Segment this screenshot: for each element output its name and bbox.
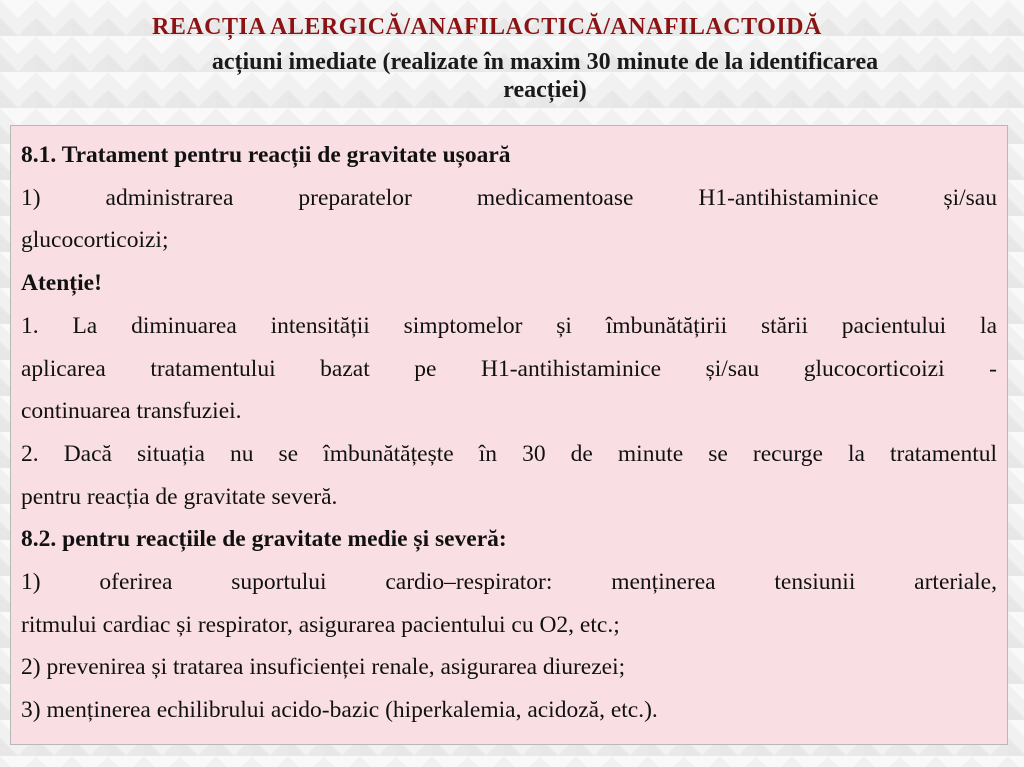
note-1-line-3: continuarea transfuziei. — [21, 398, 242, 425]
section-8-2-item-1-line-1: 1) oferirea suportului cardio–respirator: menținerea tensiunii arteriale, — [21, 569, 997, 596]
slide-subtitle-line-2: reacției) — [503, 77, 587, 103]
note-1-line-1: 1. La diminuarea intensității simptomelor și îmbunătățirii stării pacientului la — [21, 312, 997, 339]
section-8-2-item-1-line-2: ritmului cardiac și respirator, asigurarea pacientului cu O2, etc.; — [21, 611, 620, 638]
section-8-1-heading: 8.1. Tratament pentru reacții de gravitate ușoară — [21, 142, 511, 168]
section-8-2-item-2: 2) prevenirea și tratarea insuficienței renale, asigurarea diurezei; — [21, 654, 626, 681]
section-8-2-item-3: 3) menținerea echilibrului acido-bazic (hiperkalemia, acidoză, etc.). — [21, 697, 658, 724]
attention-label: Atenție! — [21, 270, 102, 297]
content-box — [10, 125, 1008, 745]
section-8-2-heading: 8.2. pentru reacțiile de gravitate medie și severă: — [21, 526, 507, 553]
section-8-1-item-1-line-2: glucocorticoizi; — [21, 227, 169, 254]
slide-subtitle-line-1: acțiuni imediate (realizate în maxim 30 minute de la identificarea — [211, 49, 879, 75]
slide-title: REACȚIA ALERGICĂ/ANAFILACTICĂ/ANAFILACTOIDĂ — [152, 14, 822, 40]
note-1-line-2: aplicarea tratamentului bazat pe H1-antihistaminice și/sau glucocorticoizi - — [21, 355, 997, 382]
section-8-1-item-1-line-1: 1) administrarea preparatelor medicamentoase H1-antihistaminice și/sau — [21, 184, 997, 211]
note-2-line-2: pentru reacția de gravitate severă. — [21, 483, 338, 510]
slide-header — [80, 12, 1010, 104]
note-2-line-1: 2. Dacă situația nu se îmbunătățește în 30 de minute se recurge la tratamentul — [21, 440, 997, 467]
